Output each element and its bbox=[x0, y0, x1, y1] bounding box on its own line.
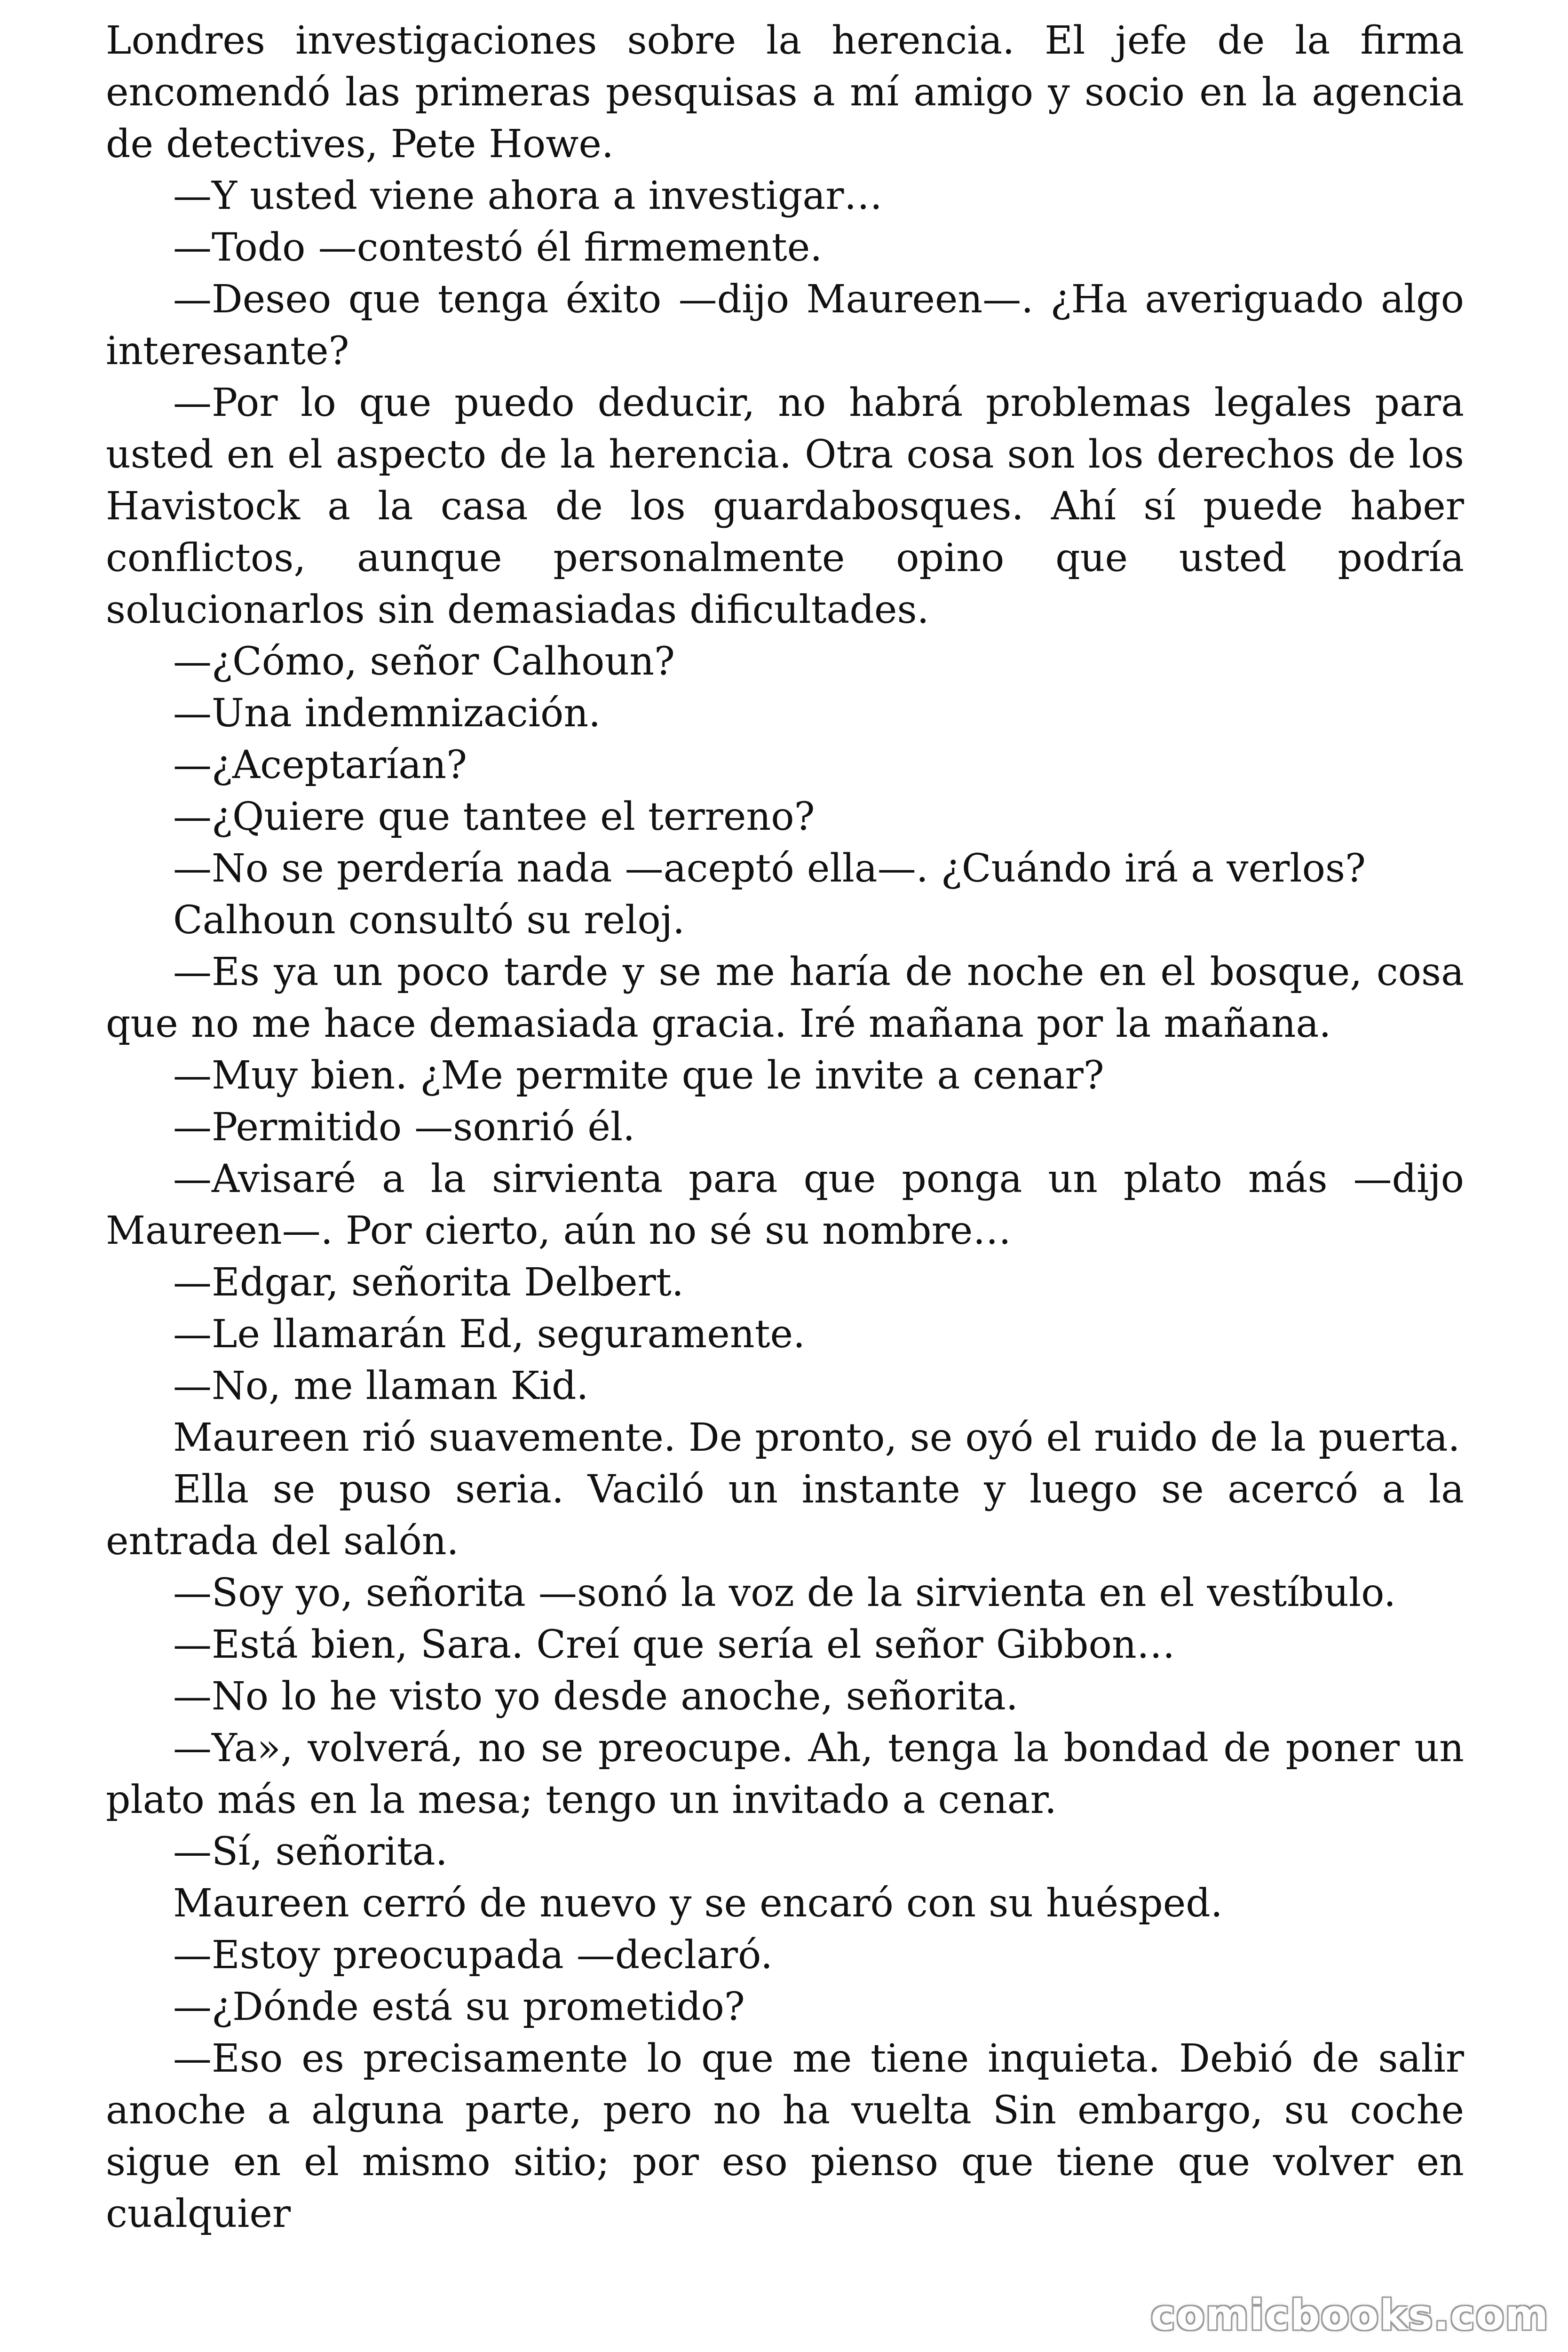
body-text bbox=[106, 15, 1464, 2240]
paragraph: —¿Dónde está su prometido? bbox=[173, 1985, 745, 2029]
paragraph: —No, me llaman Kid. bbox=[173, 1364, 589, 1408]
paragraph: —Eso es precisamente lo que me tiene inquieta. Debió de salir anoche a alguna parte, pero no ha vuelta Sin embargo, su coche sigue en el mismo sitio; por eso pienso que tiene que volver en cualquier bbox=[106, 2036, 1464, 2236]
paragraph: —Edgar, señorita Delbert. bbox=[173, 1260, 684, 1305]
paragraph: —Avisaré a la sirvienta para que ponga un plato más —dijo Maureen—. Por cierto, aún no sé su nombre… bbox=[106, 1157, 1464, 1253]
paragraph: —Por lo que puedo deducir, no habrá problemas legales para usted en el aspecto de la herencia. Otra cosa son los derechos de los Havistock a la casa de los guardabosques. Ahí sí puede haber conflictos, aunque personalmente opino que usted podría solucionarlos sin demasiadas dificultades. bbox=[106, 381, 1464, 632]
paragraph: Calhoun consultó su reloj. bbox=[173, 898, 685, 943]
paragraph: —Deseo que tenga éxito —dijo Maureen—. ¿Ha averiguado algo interesante? bbox=[106, 277, 1464, 373]
paragraph: Maureen rió suavemente. De pronto, se oyó el ruido de la puerta. bbox=[173, 1415, 1460, 1460]
paragraph: —Está bien, Sara. Creí que sería el señor Gibbon… bbox=[173, 1622, 1175, 1667]
paragraph: —No se perdería nada —aceptó ella—. ¿Cuándo irá a verlos? bbox=[173, 846, 1366, 891]
paragraph: —Todo —contestó él firmemente. bbox=[173, 225, 823, 270]
paragraph: —¿Cómo, señor Calhoun? bbox=[173, 639, 675, 684]
paragraph: Ella se puso seria. Vaciló un instante y luego se acercó a la entrada del salón. bbox=[106, 1467, 1464, 1564]
paragraph: Maureen cerró de nuevo y se encaró con su huésped. bbox=[173, 1881, 1223, 1926]
paragraph: —Una indemnización. bbox=[173, 691, 601, 736]
paragraph: —Es ya un poco tarde y se me haría de noche en el bosque, cosa que no me hace demasiada gracia. Iré mañana por la mañana. bbox=[106, 950, 1464, 1046]
paragraph: —¿Quiere que tantee el terreno? bbox=[173, 795, 815, 839]
paragraph: —Ya», volverá, no se preocupe. Ah, tenga la bondad de poner un plato más en la mesa; tengo un invitado a cenar. bbox=[106, 1726, 1464, 1822]
paragraph: —Soy yo, señorita —sonó la voz de la sirvienta en el vestíbulo. bbox=[173, 1571, 1396, 1615]
paragraph: —¿Aceptarían? bbox=[173, 743, 467, 787]
paragraph: —Estoy preocupada —declaró. bbox=[173, 1933, 773, 1978]
paragraph: Londres investigaciones sobre la herencia. El jefe de la firma encomendó las primeras pesquisas a mí amigo y socio en la agencia de detectives, Pete Howe. bbox=[106, 18, 1464, 167]
watermark-logo: comicbooks.com bbox=[1150, 2291, 1549, 2339]
paragraph: —Le llamarán Ed, seguramente. bbox=[173, 1312, 806, 1357]
paragraph: —Muy bien. ¿Me permite que le invite a cenar? bbox=[173, 1053, 1104, 1098]
paragraph: —Y usted viene ahora a investigar… bbox=[173, 174, 883, 218]
paragraph: —Sí, señorita. bbox=[173, 1829, 448, 1874]
paragraph: —No lo he visto yo desde anoche, señorita. bbox=[173, 1674, 1018, 1719]
paragraph: —Permitido —sonrió él. bbox=[173, 1105, 635, 1150]
